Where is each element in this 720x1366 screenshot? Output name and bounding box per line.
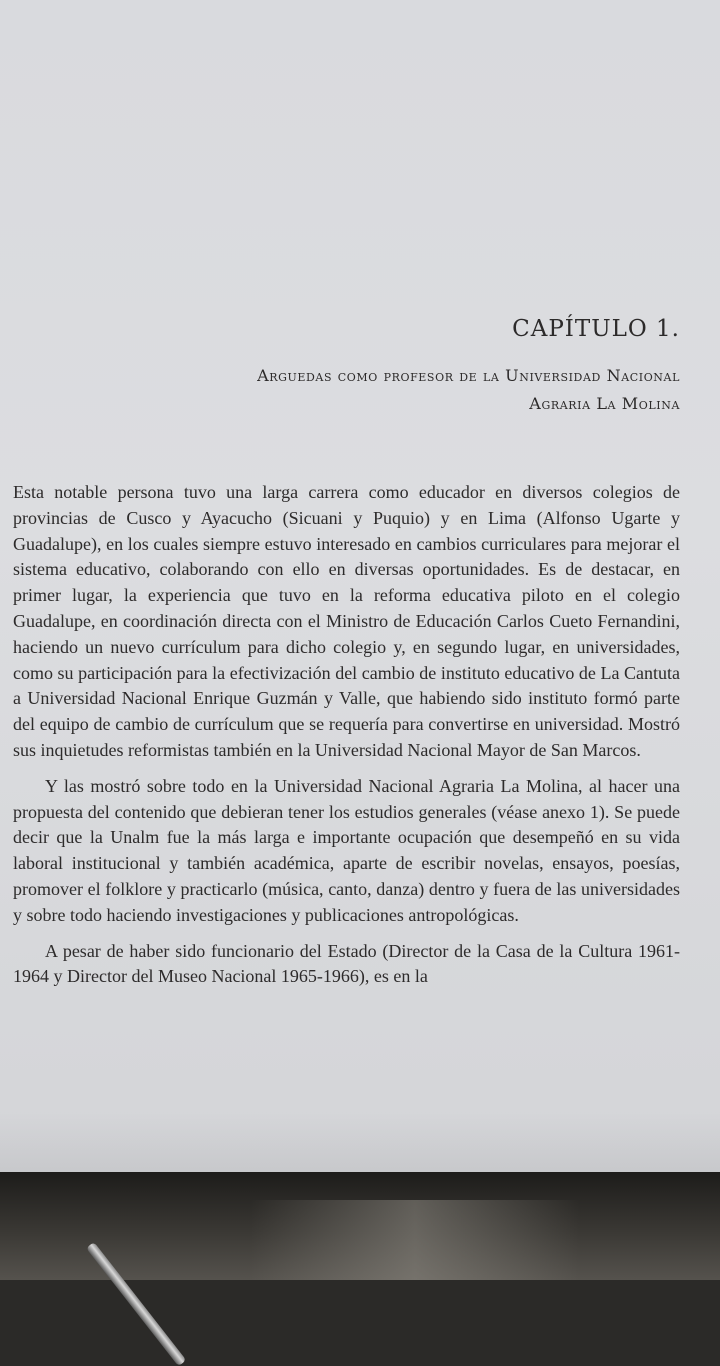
page-shadow [0,1112,720,1172]
chapter-subtitle [60,362,680,418]
chapter-subtitle-line-1: Arguedas como profesor de la Universidad Nacional [257,366,680,385]
paragraph-3: A pesar de haber sido funcionario del Estado (Director de la Casa de la Cultura 1961-1964 y Director del Museo Nacional 1965-1966), es en la [13,940,680,987]
chapter-title: CAPÍTULO 1. [512,316,680,342]
desk-highlight [250,1200,580,1280]
chapter-subtitle-line-2: Agraria La Molina [529,394,680,413]
paragraph-2: Y las mostró sobre todo en la Universidad Nacional Agraria La Molina, al hacer una propuesta del contenido que debieran tener los estudios generales (véase anexo 1). Se puede decir que la Unalm fue la más larga e importante ocupación que desempeñó en su vida laboral institucional y también académica, aparte de escribir novelas, ensayos, poesías, promover el folklore y practicarlo (música, canto, danza) dentro y fuera de las universidades y sobre todo haciendo investigaciones y publicaciones antropológicas. [13,775,680,925]
body-text [13,480,680,1000]
paragraph-1: Esta notable persona tuvo una larga carrera como educador en diversos colegios de provincias de Cusco y Ayacucho (Sicuani y Puquio) y en Lima (Alfonso Ugarte y Guadalupe), en los cuales siempre estuvo interesado en cambios curriculares para mejorar el sistema educativo, colaborando con ello en diversas oportunidades. Es de destacar, en primer lugar, la experiencia que tuvo en la reforma educativa piloto en el colegio Guadalupe, en coordinación directa con el Ministro de Educación Carlos Cueto Fernandini, haciendo un nuevo currículum para dicho colegio y, en segundo lugar, en universidades, como su participación para la efectivización del cambio de instituto educativo de La Cantuta a Universidad Nacional Enrique Guzmán y Valle, que habiendo sido instituto formó parte del equipo de cambio de currículum que se requería para convertirse en universidad. Mostró sus inquietudes reformistas también en la Universidad Nacional Mayor de San Marcos. [13,482,680,760]
